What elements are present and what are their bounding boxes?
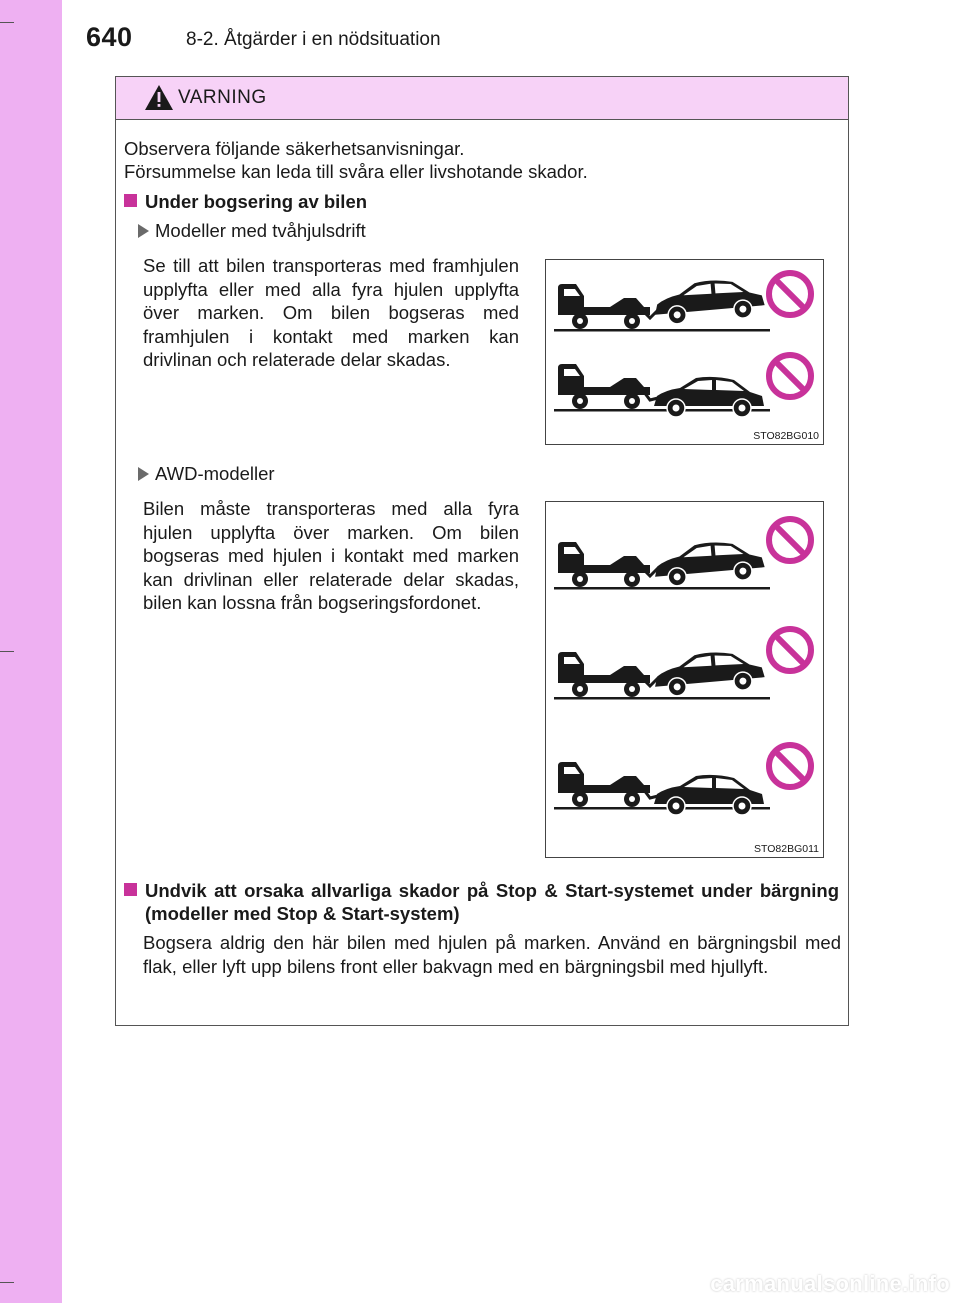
triangle-bullet-icon [138,467,149,481]
section-heading-towing [124,190,367,213]
warning-box [115,76,849,1026]
warning-intro [124,137,588,183]
square-bullet-icon [124,883,137,896]
awd-text: Bilen måste transporteras med alla fyra hjulen upplyfta över marken. Om bilen bogseras med hjulen i kontakt med marken kan drivlinan eller relaterade delar skadas, bilen kan lossna från bogseringsfordonet. [143,498,519,613]
figure-code: STO82BG011 [754,843,819,855]
towing-illustration [546,260,823,428]
crop-mark [0,22,14,23]
watermark: carmanualsonline.info [710,1271,950,1296]
crop-mark [0,1282,14,1283]
prohibition-icon [769,519,811,561]
figure-code: STO82BG010 [753,430,819,442]
prohibition-icon [769,745,811,787]
heading-text: Undvik att orsaka allvarliga skador på Stop & Start-systemet under bärgning (modeller med Stop & Start-system) [145,880,839,924]
intro-line: Försummelse kan leda till svåra eller livshotande skador. [124,161,588,182]
square-bullet-icon [124,194,137,207]
side-strip [0,0,62,1303]
prohibition-icon [769,629,811,671]
subheading-text: AWD-modeller [155,463,275,484]
figure-two-wheel [545,259,824,445]
figure-awd [545,501,824,858]
intro-line: Observera följande säkerhetsanvisningar. [124,138,465,159]
warning-title: VARNING [178,87,267,108]
two-wheel-text: Se till att bilen transporteras med framhjulen upplyfta eller med alla fyra hjulen upplyfta över marken. Om bilen bogseras med framhjulen i kontakt med marken kan drivlinan och relaterade delar skadas. [143,255,519,370]
crop-mark [0,651,14,652]
warning-triangle-icon [144,84,174,111]
subheading-two-wheel [138,219,366,242]
stop-start-text: Bogsera aldrig den här bilen med hjulen på marken. Använd en bärgningsbil med flak, eller lyft upp bilens front eller bakvagn med en bärgningsbil med hjullyft. [143,932,841,977]
prohibition-icon [769,355,811,397]
page-number: 640 [86,22,133,52]
towing-illustration [546,502,823,842]
section-heading-stop-start [124,879,839,925]
subheading-awd [138,462,275,485]
warning-header [116,77,848,120]
prohibition-icon [769,273,811,315]
triangle-bullet-icon [138,224,149,238]
heading-text: Under bogsering av bilen [145,191,368,212]
section-title: 8-2. Åtgärder i en nödsituation [186,29,441,50]
subheading-text: Modeller med tvåhjulsdrift [155,220,366,241]
